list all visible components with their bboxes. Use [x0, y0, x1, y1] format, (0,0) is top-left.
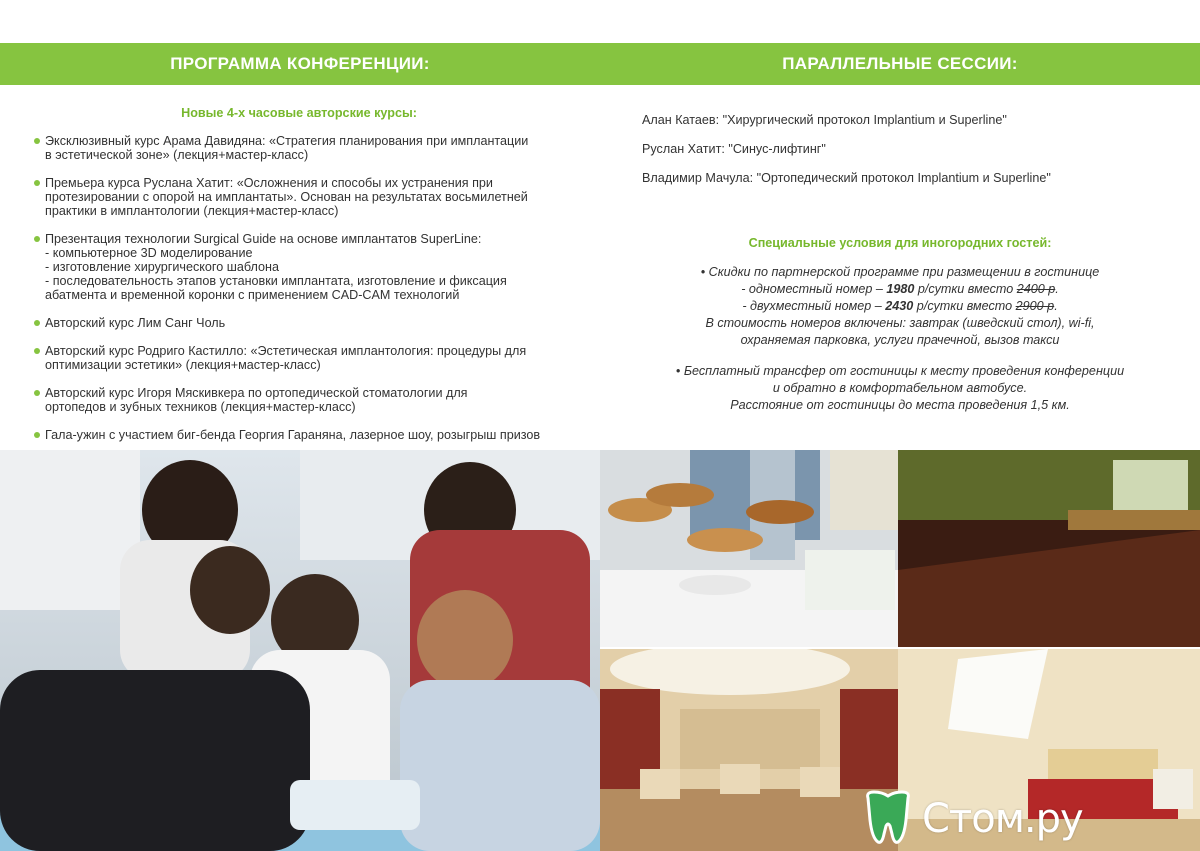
course-item — [34, 176, 564, 218]
transfer-line-1: • Бесплатный трансфер от гостиницы к месту проведения конференции — [675, 364, 1125, 378]
session-item: Алан Катаев: "Хирургический протокол Implantium и Superline" — [642, 113, 1007, 127]
special-subtitle: Специальные условия для иногородних гостей: — [748, 236, 1052, 250]
course-item — [34, 428, 564, 442]
course-line: Премьера курса Руслана Хатит: «Осложнения и способы их устранения при — [45, 176, 493, 190]
course-line: Авторский курс Игоря Мяскивкера по ортопедической стоматологии для — [45, 386, 468, 400]
header-banner — [0, 43, 1200, 85]
bullet-icon — [34, 180, 40, 186]
photo-masterclass — [0, 450, 600, 851]
course-item — [34, 386, 564, 414]
special-conditions — [600, 236, 1200, 428]
course-item — [34, 134, 564, 162]
discount-intro: • Скидки по партнерской программе при размещении в гостинице — [700, 265, 1100, 279]
course-line: Авторский курс Родриго Кастилло: «Эстетическая имплантология: процедуры для — [45, 344, 527, 358]
course-line: ортопедов и зубных техников (лекция+мастер-класс) — [45, 400, 356, 414]
photo-buffet — [600, 450, 898, 647]
course-line: практики в имплантологии (лекция+мастер-класс) — [45, 204, 339, 218]
transfer-line-3: Расстояние от гостиницы до места проведения 1,5 км. — [730, 398, 1070, 412]
course-line: оптимизации эстетики» (лекция+мастер-класс) — [45, 358, 321, 372]
tooth-icon — [862, 790, 914, 844]
stom-logo — [862, 790, 1083, 846]
bullet-icon — [34, 348, 40, 354]
course-line: - компьютерное 3D моделирование — [45, 246, 253, 260]
course-item — [34, 316, 564, 330]
single-room-price: - одноместный номер – 1980 р/сутки вместо 2400 р. — [741, 282, 1059, 296]
bullet-icon — [34, 432, 40, 438]
course-line: Эксклюзивный курс Арама Давидяна: «Стратегия планирования при имплантации — [45, 134, 529, 148]
session-item: Руслан Хатит: "Синус-лифтинг" — [642, 142, 826, 156]
course-line: - последовательность этапов установки имплантата, изготовление и фиксация — [45, 274, 507, 288]
course-list — [34, 134, 564, 442]
includes-line-2: охраняемая парковка, услуги прачечной, вызов такси — [740, 333, 1060, 347]
program-column — [34, 106, 564, 456]
session-item: Владимир Мачула: "Ортопедический протокол Implantium и Superline" — [642, 171, 1051, 185]
photo-restaurant — [600, 649, 898, 851]
photo-conference-hall — [898, 450, 1200, 647]
course-item — [34, 344, 564, 372]
bullet-icon — [34, 236, 40, 242]
includes-line-1: В стоимость номеров включены: завтрак (шведский стол), wi-fi, — [705, 316, 1095, 330]
course-line: протезировании с опорой на имплантаты». Основан на результатах восьмилетней — [45, 190, 528, 204]
sessions-title: ПАРАЛЛЕЛЬНЫЕ СЕССИИ: — [782, 54, 1018, 73]
course-line: Гала-ужин с участием биг-бенда Георгия Гараняна, лазерное шоу, розыгрыш призов — [45, 428, 541, 442]
course-line: - изготовление хирургического шаблона — [45, 260, 279, 274]
course-line: абатмента и временной коронки с применением CAD-CAM технологий — [45, 288, 460, 302]
double-room-price: - двухместный номер – 2430 р/сутки вместо 2900 р. — [742, 299, 1058, 313]
transfer-line-2: и обратно в комфортабельном автобусе. — [772, 381, 1028, 395]
transfer-block — [600, 363, 1200, 414]
course-line: Авторский курс Лим Санг Чоль — [45, 316, 226, 330]
course-item — [34, 232, 564, 302]
bullet-icon — [34, 320, 40, 326]
course-line: в эстетической зоне» (лекция+мастер-класс) — [45, 148, 309, 162]
program-title: ПРОГРАММА КОНФЕРЕНЦИИ: — [170, 54, 430, 73]
bullet-icon — [34, 390, 40, 396]
course-line: Презентация технологии Surgical Guide на основе имплантатов SuperLine: — [45, 232, 482, 246]
bullet-icon — [34, 138, 40, 144]
sessions-column — [642, 112, 1172, 199]
discount-block — [600, 264, 1200, 349]
logo-text: Стом.ру — [922, 796, 1083, 842]
program-subtitle: Новые 4-х часовые авторские курсы: — [181, 106, 417, 120]
